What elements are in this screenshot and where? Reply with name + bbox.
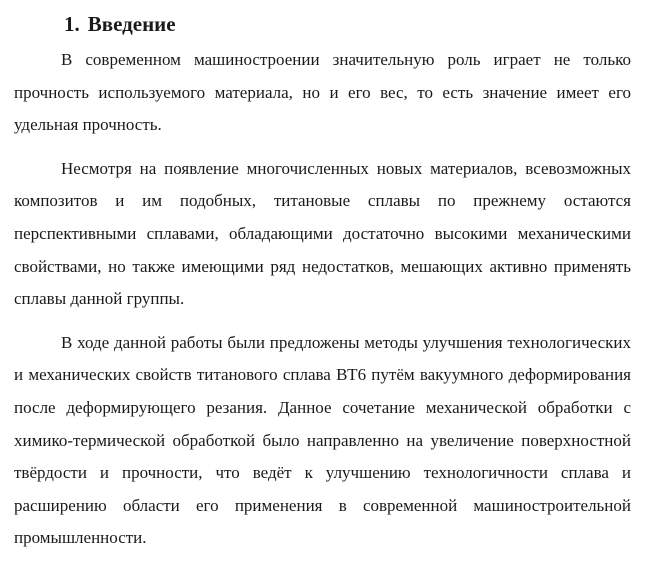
section-number: 1. xyxy=(64,12,80,36)
section-title: Введение xyxy=(87,12,176,36)
paragraph-1: В современном машиностроении значительную роль играет не только прочность используемого материала, но и его вес, то есть значение имеет его удельная прочность. xyxy=(14,50,631,135)
paragraph-2: Несмотря на появление многочисленных новых материалов, всевозможных композитов и им подобных, титановые сплавы по прежнему остаются перспективными сплавами, обладающими достаточно высокими механическими свойствами, но также имеющими ряд недостатков, мешающих активно применять сплавы данной группы. xyxy=(14,158,631,309)
document-page xyxy=(0,11,666,565)
paragraph-3: В ходе данной работы были предложены методы улучшения технологических и механических свойств титанового сплава ВТ6 путём вакуумного деформирования после деформирующего резания. Данное сочетание механической обработки с химико-термической обработкой было направленно на увеличение поверхностной твёрдости и прочности, что ведёт к улучшению технологичности сплава и расширению области его применения в современной машиностроительной промышленности. xyxy=(14,332,631,548)
section-heading xyxy=(64,11,631,37)
